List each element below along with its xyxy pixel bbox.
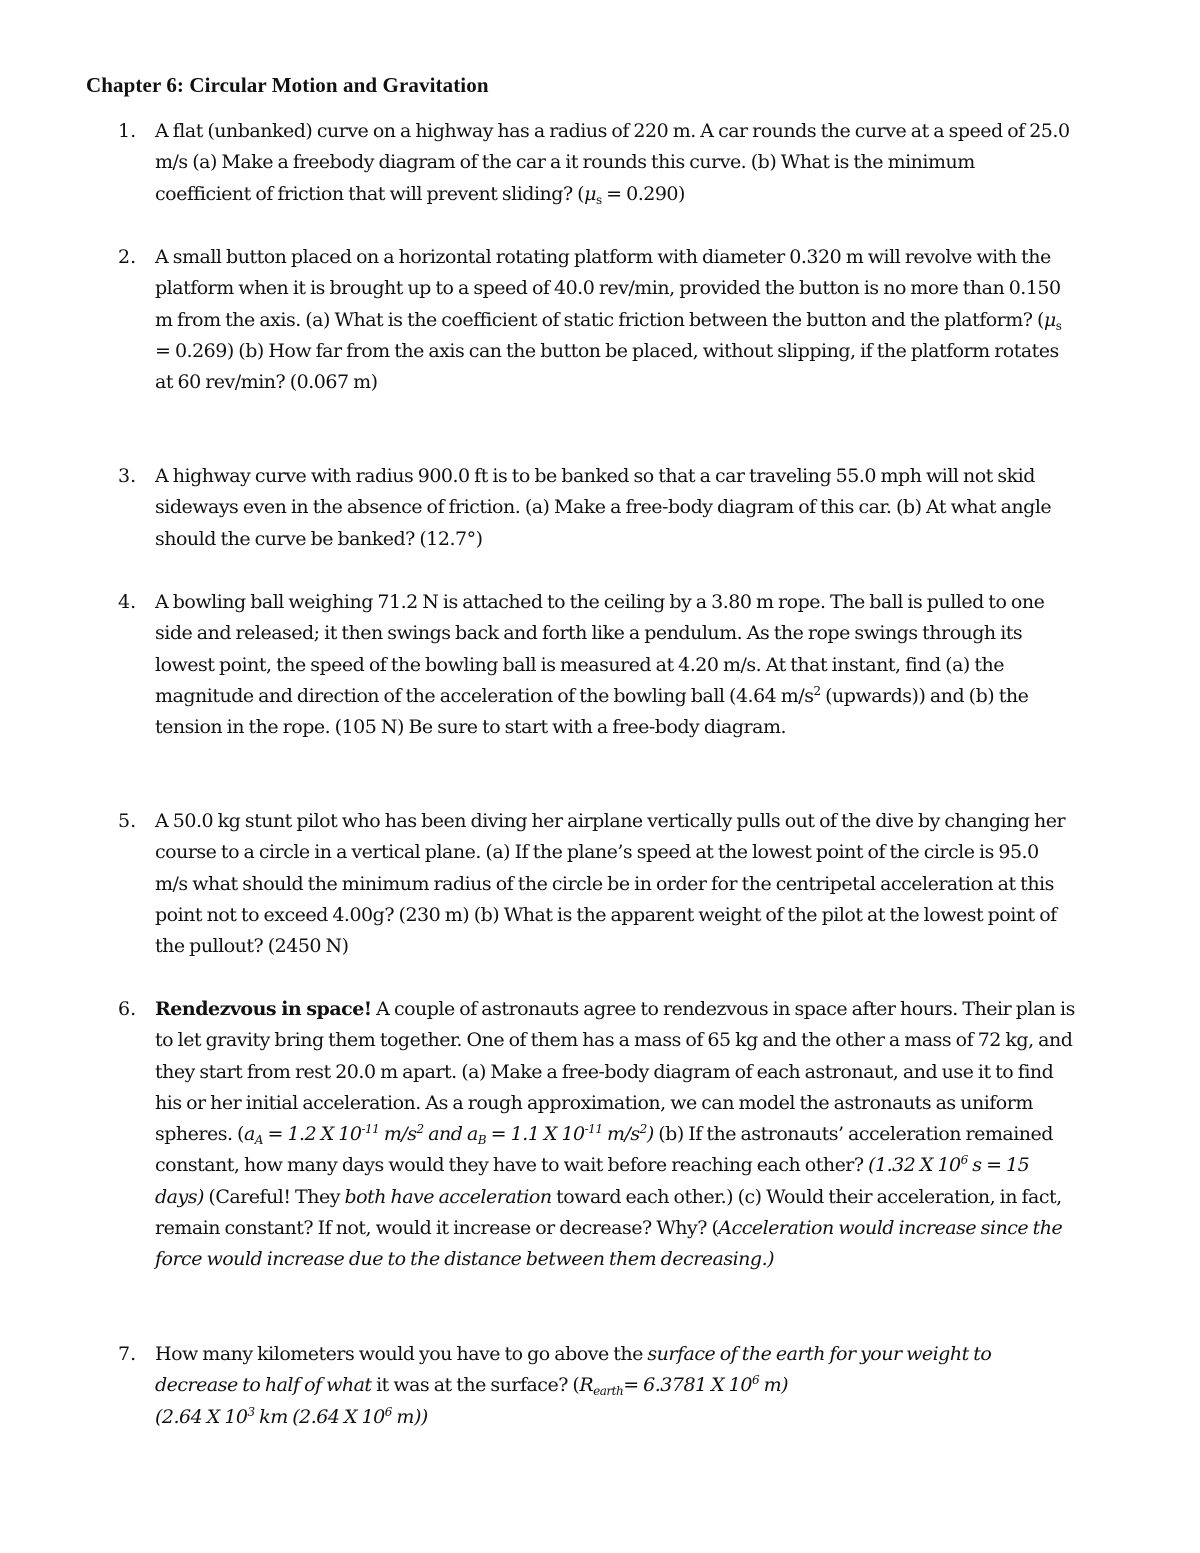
text-line: lowest point, the speed of the bowling ball is measured at 4.20 m/s. At that instant, find (a) the: [155, 653, 1004, 676]
problem-text: [155, 806, 1120, 962]
text-line: point not to exceed 4.00g? (230 m) (b) What is the apparent weight of the pilot at the lowest point of: [155, 903, 1057, 926]
page-title: Chapter 6: Circular Motion and Gravitation: [86, 73, 489, 97]
text-line: his or her initial acceleration. As a rough approximation, we can model the astronauts as uniform: [155, 1091, 1033, 1114]
problem-number: 3.: [118, 465, 137, 487]
problem-number: 2.: [118, 246, 137, 268]
problem-number: 5.: [118, 810, 137, 832]
text-line: should the curve be banked? (12.7°): [155, 527, 483, 550]
problem-number: 7.: [118, 1343, 137, 1365]
text-line: m/s (a) Make a freebody diagram of the car a it rounds this curve. (b) What is the minimum: [155, 151, 975, 174]
text-line: days) (Careful! They both have acceleration toward each other.) (c) Would their acceleration, in fact,: [155, 1185, 1062, 1208]
problem-text: [155, 242, 1120, 398]
problem-number: 4.: [118, 591, 137, 613]
problem-number: 6.: [118, 998, 137, 1020]
text-line: How many kilometers would you have to go above the surface of the earth for your weight to: [155, 1343, 992, 1365]
text-line: they start from rest 20.0 m apart. (a) Make a free-body diagram of each astronaut, and use it to find: [155, 1060, 1054, 1083]
problem-text: [155, 994, 1120, 1276]
text-line: A highway curve with radius 900.0 ft is to be banked so that a car traveling 55.0 mph will not skid: [155, 465, 1035, 487]
text-line: spheres. ($a_A = 1.2$ X $10^{-11}$ $m/s^2$ and $a_B = 1.1$ X $10^{-11}$ $m/s^2$) (b) If the astronauts’ acceleration remained: [155, 1122, 1053, 1148]
text-line: = 0.269) (b) How far from the axis can the button be placed, without slipping, if the platform rotates: [155, 339, 1059, 362]
text-line: at 60 rev/min? (0.067 m): [155, 371, 378, 394]
text-line: (2.64 X $10^3$ km (2.64 X $10^6$ m)): [155, 1404, 428, 1428]
problem-text: [155, 587, 1120, 743]
text-line: constant, how many days would they have to wait before reaching each other? (1.32 X $10^6$ s = 15: [155, 1153, 1030, 1177]
text-line: side and released; it then swings back and forth like a pendulum. As the rope swings through its: [155, 622, 1023, 645]
text-line: the pullout? (2450 N): [155, 935, 349, 958]
text-line: A 50.0 kg stunt pilot who has been diving her airplane vertically pulls out of the dive by changing her: [155, 810, 1066, 832]
text-line: magnitude and direction of the acceleration of the bowling ball (4.64 $m/s^2$ (upwards)) and (b) the: [155, 683, 1029, 707]
text-line: remain constant? If not, would it increase or decrease? Why? (Acceleration would increase since the: [155, 1217, 1063, 1240]
text-line: A small button placed on a horizontal rotating platform with diameter 0.320 m will revolve with the: [155, 246, 1051, 268]
problem-text: [155, 1339, 1120, 1433]
text-line: force would increase due to the distance between them decreasing.): [155, 1248, 775, 1271]
text-line: coefficient of friction that will prevent sliding? $(\mu_s = 0.290)$: [155, 182, 685, 207]
text-line: A flat (unbanked) curve on a highway has a radius of 220 m. A car rounds the curve at a speed of 25.0: [155, 120, 1070, 142]
text-line: m from the axis. (a) What is the coefficient of static friction between the button and the platform? ($\mu_s$: [155, 308, 1062, 333]
problem-number: 1.: [118, 120, 137, 142]
bold-lead: Rendezvous in space!: [155, 998, 372, 1020]
text-line: sideways even in the absence of friction. (a) Make a free-body diagram of this car. (b) At what angle: [155, 496, 1052, 519]
problem-text: [155, 116, 1120, 210]
text-line: A bowling ball weighing 71.2 N is attached to the ceiling by a 3.80 m rope. The ball is pulled to one: [155, 591, 1045, 613]
text-line: course to a circle in a vertical plane. (a) If the plane’s speed at the lowest point of the circle is 95.0: [155, 841, 1039, 864]
text-line: platform when it is brought up to a speed of 40.0 rev/min, provided the button is no more than 0.150: [155, 277, 1061, 300]
text-line: to let gravity bring them together. One of them has a mass of 65 kg and the other a mass of 72 kg, and: [155, 1029, 1073, 1052]
text-line: m/s what should the minimum radius of the circle be in order for the centripetal acceleration at this: [155, 872, 1054, 895]
problem-text: [155, 461, 1120, 555]
text-line: decrease to half of what it was at the surface? ($R_{earth}= 6.3781$ X $10^6$ m): [155, 1373, 789, 1399]
text-line: tension in the rope. (105 N) Be sure to start with a free-body diagram.: [155, 716, 787, 739]
text-line: Rendezvous in space! A couple of astronauts agree to rendezvous in space after hours. Their plan is: [155, 998, 1075, 1020]
